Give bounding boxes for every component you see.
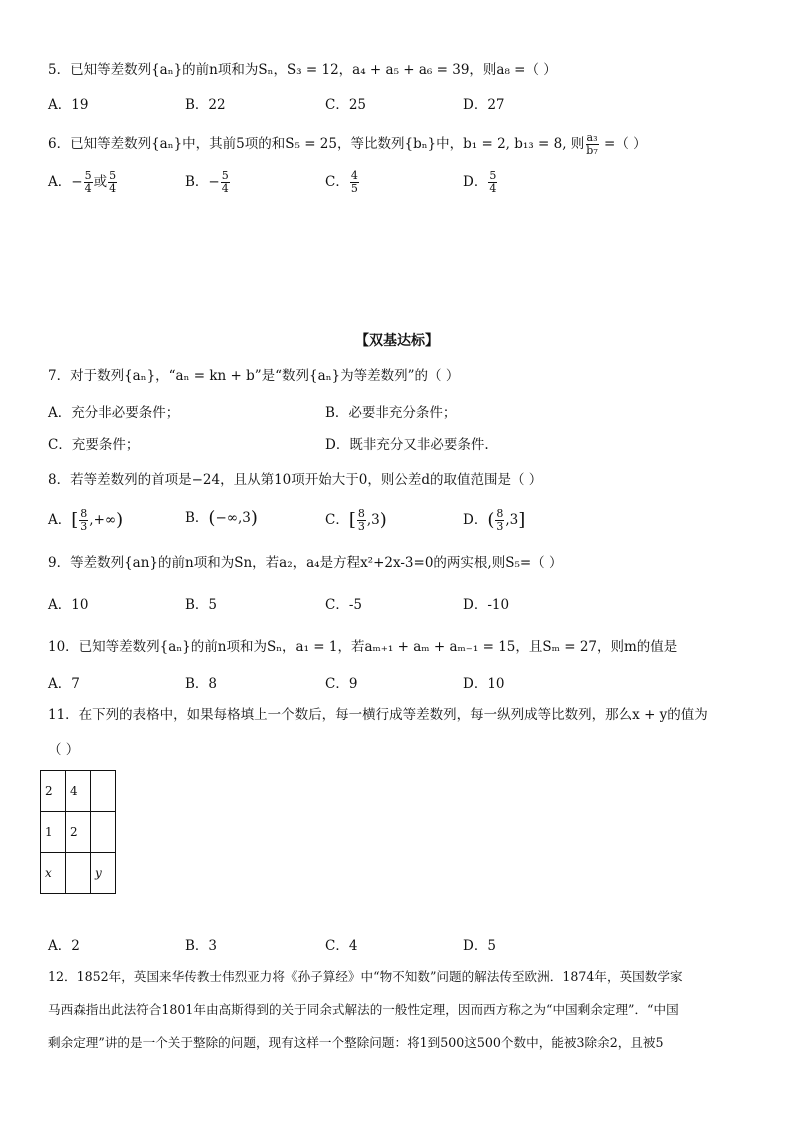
q6-stem-text: 6．已知等差数列{aₙ}中，其前5项的和S₅ = 25，等比数列{bₙ}中，b₁ = 2, b₁₃ = 8, 则 — [48, 136, 585, 152]
table-cell: x — [41, 853, 66, 894]
q5-option-c: C．25 — [325, 97, 367, 113]
q6-c-num: 4 — [350, 169, 358, 182]
q11-option-a: A．2 — [48, 938, 80, 954]
q6-option-c — [325, 170, 360, 195]
q8-a-right-bracket: ) — [116, 509, 124, 531]
q6-c-den: 5 — [350, 182, 358, 195]
q8-c-label: C． — [325, 512, 349, 528]
q8-a-num: 8 — [80, 507, 88, 520]
q7-option-d: D．既非充分又非必要条件. — [325, 437, 489, 453]
q9-option-c: C．-5 — [325, 597, 362, 613]
q10-option-a: A．7 — [48, 676, 80, 692]
question-8-stem: 8．若等差数列的首项是−24，且从第10项开始大于0，则公差d的取值范围是（ ） — [48, 472, 543, 488]
q8-option-b — [185, 508, 258, 529]
q6-b-sign: − — [208, 174, 220, 190]
q11-option-d: D．5 — [463, 938, 496, 954]
q6-a-den1: 4 — [84, 182, 92, 195]
question-6-stem — [48, 132, 647, 157]
question-12-line-2: 马西森指出此法符合1801年由高斯得到的关于同余式解法的一般性定理，因而西方称之为“中国剩余定理”．“中国 — [48, 1002, 679, 1017]
q6-stem-end: =（ ） — [599, 136, 647, 152]
q8-d-label: D． — [463, 512, 488, 528]
q6-stem-fraction — [585, 132, 598, 157]
q6-a-label: A． — [48, 174, 72, 190]
q8-option-d — [463, 508, 525, 533]
q6-a-sign: − — [71, 174, 83, 190]
q6-a-frac1 — [84, 170, 93, 195]
table-cell: y — [91, 853, 116, 894]
q11-grid-table — [40, 770, 116, 894]
q8-b-left-bracket: ( — [208, 507, 216, 529]
q6-a-frac2 — [108, 170, 117, 195]
q8-d-den: 3 — [496, 520, 504, 533]
q8-a-den: 3 — [80, 520, 88, 533]
q6-d-frac — [488, 170, 497, 195]
q10-option-d: D．10 — [463, 676, 505, 692]
q6-d-den: 4 — [489, 182, 497, 195]
question-10-stem: 10．已知等差数列{aₙ}的前n项和为Sₙ，a₁ = 1，若aₘ₊₁ + aₘ + aₘ₋₁ = 15，且Sₘ = 27，则m的值是 — [48, 639, 678, 655]
q8-option-a — [48, 508, 123, 533]
q6-option-b — [185, 170, 231, 195]
q5-option-b: B．22 — [185, 97, 226, 113]
table-cell: 4 — [66, 771, 91, 812]
q6-b-label: B． — [185, 174, 209, 190]
q8-c-frac — [357, 508, 366, 533]
q5-option-a: A．19 — [48, 97, 89, 113]
question-9-stem: 9．等差数列{an}的前n项和为Sn，若a₂，a₄是方程x²+2x-3=0的两实根,则S₅=（ ） — [48, 555, 563, 571]
q6-c-frac — [350, 170, 359, 195]
q6-a-num1: 5 — [84, 169, 92, 182]
q6-b-num: 5 — [221, 169, 229, 182]
q8-a-rest: ,+∞ — [89, 512, 117, 528]
table-cell: 2 — [41, 771, 66, 812]
q8-c-left-bracket: [ — [348, 509, 356, 531]
q8-d-num: 8 — [496, 507, 504, 520]
question-12-line-1: 12．1852年，英国来华传教士伟烈亚力将《孙子算经》中“物不知数”问题的解法传至欧洲．1874年，英国数学家 — [48, 969, 683, 984]
q9-option-a: A．10 — [48, 597, 89, 613]
q6-option-a — [48, 170, 118, 195]
q7-option-a: A．充分非必要条件； — [48, 405, 180, 421]
question-5-stem: 5．已知等差数列{aₙ}的前n项和为Sₙ，S₃ = 12，a₄ + a₅ + a₆ = 39，则a₈ =（ ） — [48, 62, 557, 78]
table-row — [41, 812, 116, 853]
q8-c-num: 8 — [357, 507, 365, 520]
q9-option-b: B．5 — [185, 597, 218, 613]
q9-option-d: D．-10 — [463, 597, 510, 613]
q8-a-frac — [79, 508, 88, 533]
q8-a-left-bracket: [ — [71, 509, 79, 531]
q6-frac-numerator: a₃ — [586, 131, 598, 144]
q8-c-right-bracket: ) — [379, 509, 387, 531]
table-row — [41, 853, 116, 894]
q6-b-frac — [221, 170, 230, 195]
table-cell: 2 — [66, 812, 91, 853]
q6-b-den: 4 — [221, 182, 229, 195]
section-heading: 【双基达标】 — [355, 333, 439, 349]
table-cell — [91, 812, 116, 853]
question-12-line-3: 剩余定理”讲的是一个关于整除的问题，现有这样一个整除问题：将1到500这500个数中，能被3除余2，且被5 — [48, 1035, 664, 1050]
q6-d-label: D． — [463, 174, 488, 190]
q6-a-den2: 4 — [109, 182, 117, 195]
question-7-stem: 7．对于数列{aₙ}，“aₙ = kn + b”是“数列{aₙ}为等差数列”的（ ） — [48, 368, 460, 384]
q6-frac-denominator: b₇ — [586, 144, 598, 157]
question-11-paren: （ ） — [48, 742, 80, 758]
q8-d-right-bracket: ] — [518, 509, 526, 531]
q8-d-left-bracket: ( — [487, 509, 495, 531]
q10-option-b: B．8 — [185, 676, 218, 692]
q6-c-label: C． — [325, 174, 349, 190]
q6-a-num2: 5 — [109, 169, 117, 182]
q8-b-label: B． — [185, 510, 209, 526]
q8-c-rest: ,3 — [366, 512, 380, 528]
q6-a-or: 或 — [93, 174, 108, 190]
q10-option-c: C．9 — [325, 676, 358, 692]
q6-option-d — [463, 170, 498, 195]
q11-option-c: C．4 — [325, 938, 358, 954]
q8-a-label: A． — [48, 512, 72, 528]
q5-option-d: D．27 — [463, 97, 505, 113]
q8-option-c — [325, 508, 387, 533]
q7-option-b: B．必要非充分条件； — [325, 405, 457, 421]
q8-d-rest: ,3 — [505, 512, 519, 528]
table-row — [41, 771, 116, 812]
q8-d-frac — [495, 508, 504, 533]
q8-b-right-bracket: ) — [250, 507, 258, 529]
table-cell — [66, 853, 91, 894]
q7-option-c: C．充要条件； — [48, 437, 140, 453]
q8-b-rest: −∞,3 — [215, 510, 251, 526]
q11-option-b: B．3 — [185, 938, 218, 954]
table-cell: 1 — [41, 812, 66, 853]
question-11-stem: 11．在下列的表格中，如果每格填上一个数后，每一横行成等差数列，每一纵列成等比数列，那么x + y的值为 — [48, 707, 708, 723]
q6-d-num: 5 — [489, 169, 497, 182]
table-cell — [91, 771, 116, 812]
q8-c-den: 3 — [357, 520, 365, 533]
